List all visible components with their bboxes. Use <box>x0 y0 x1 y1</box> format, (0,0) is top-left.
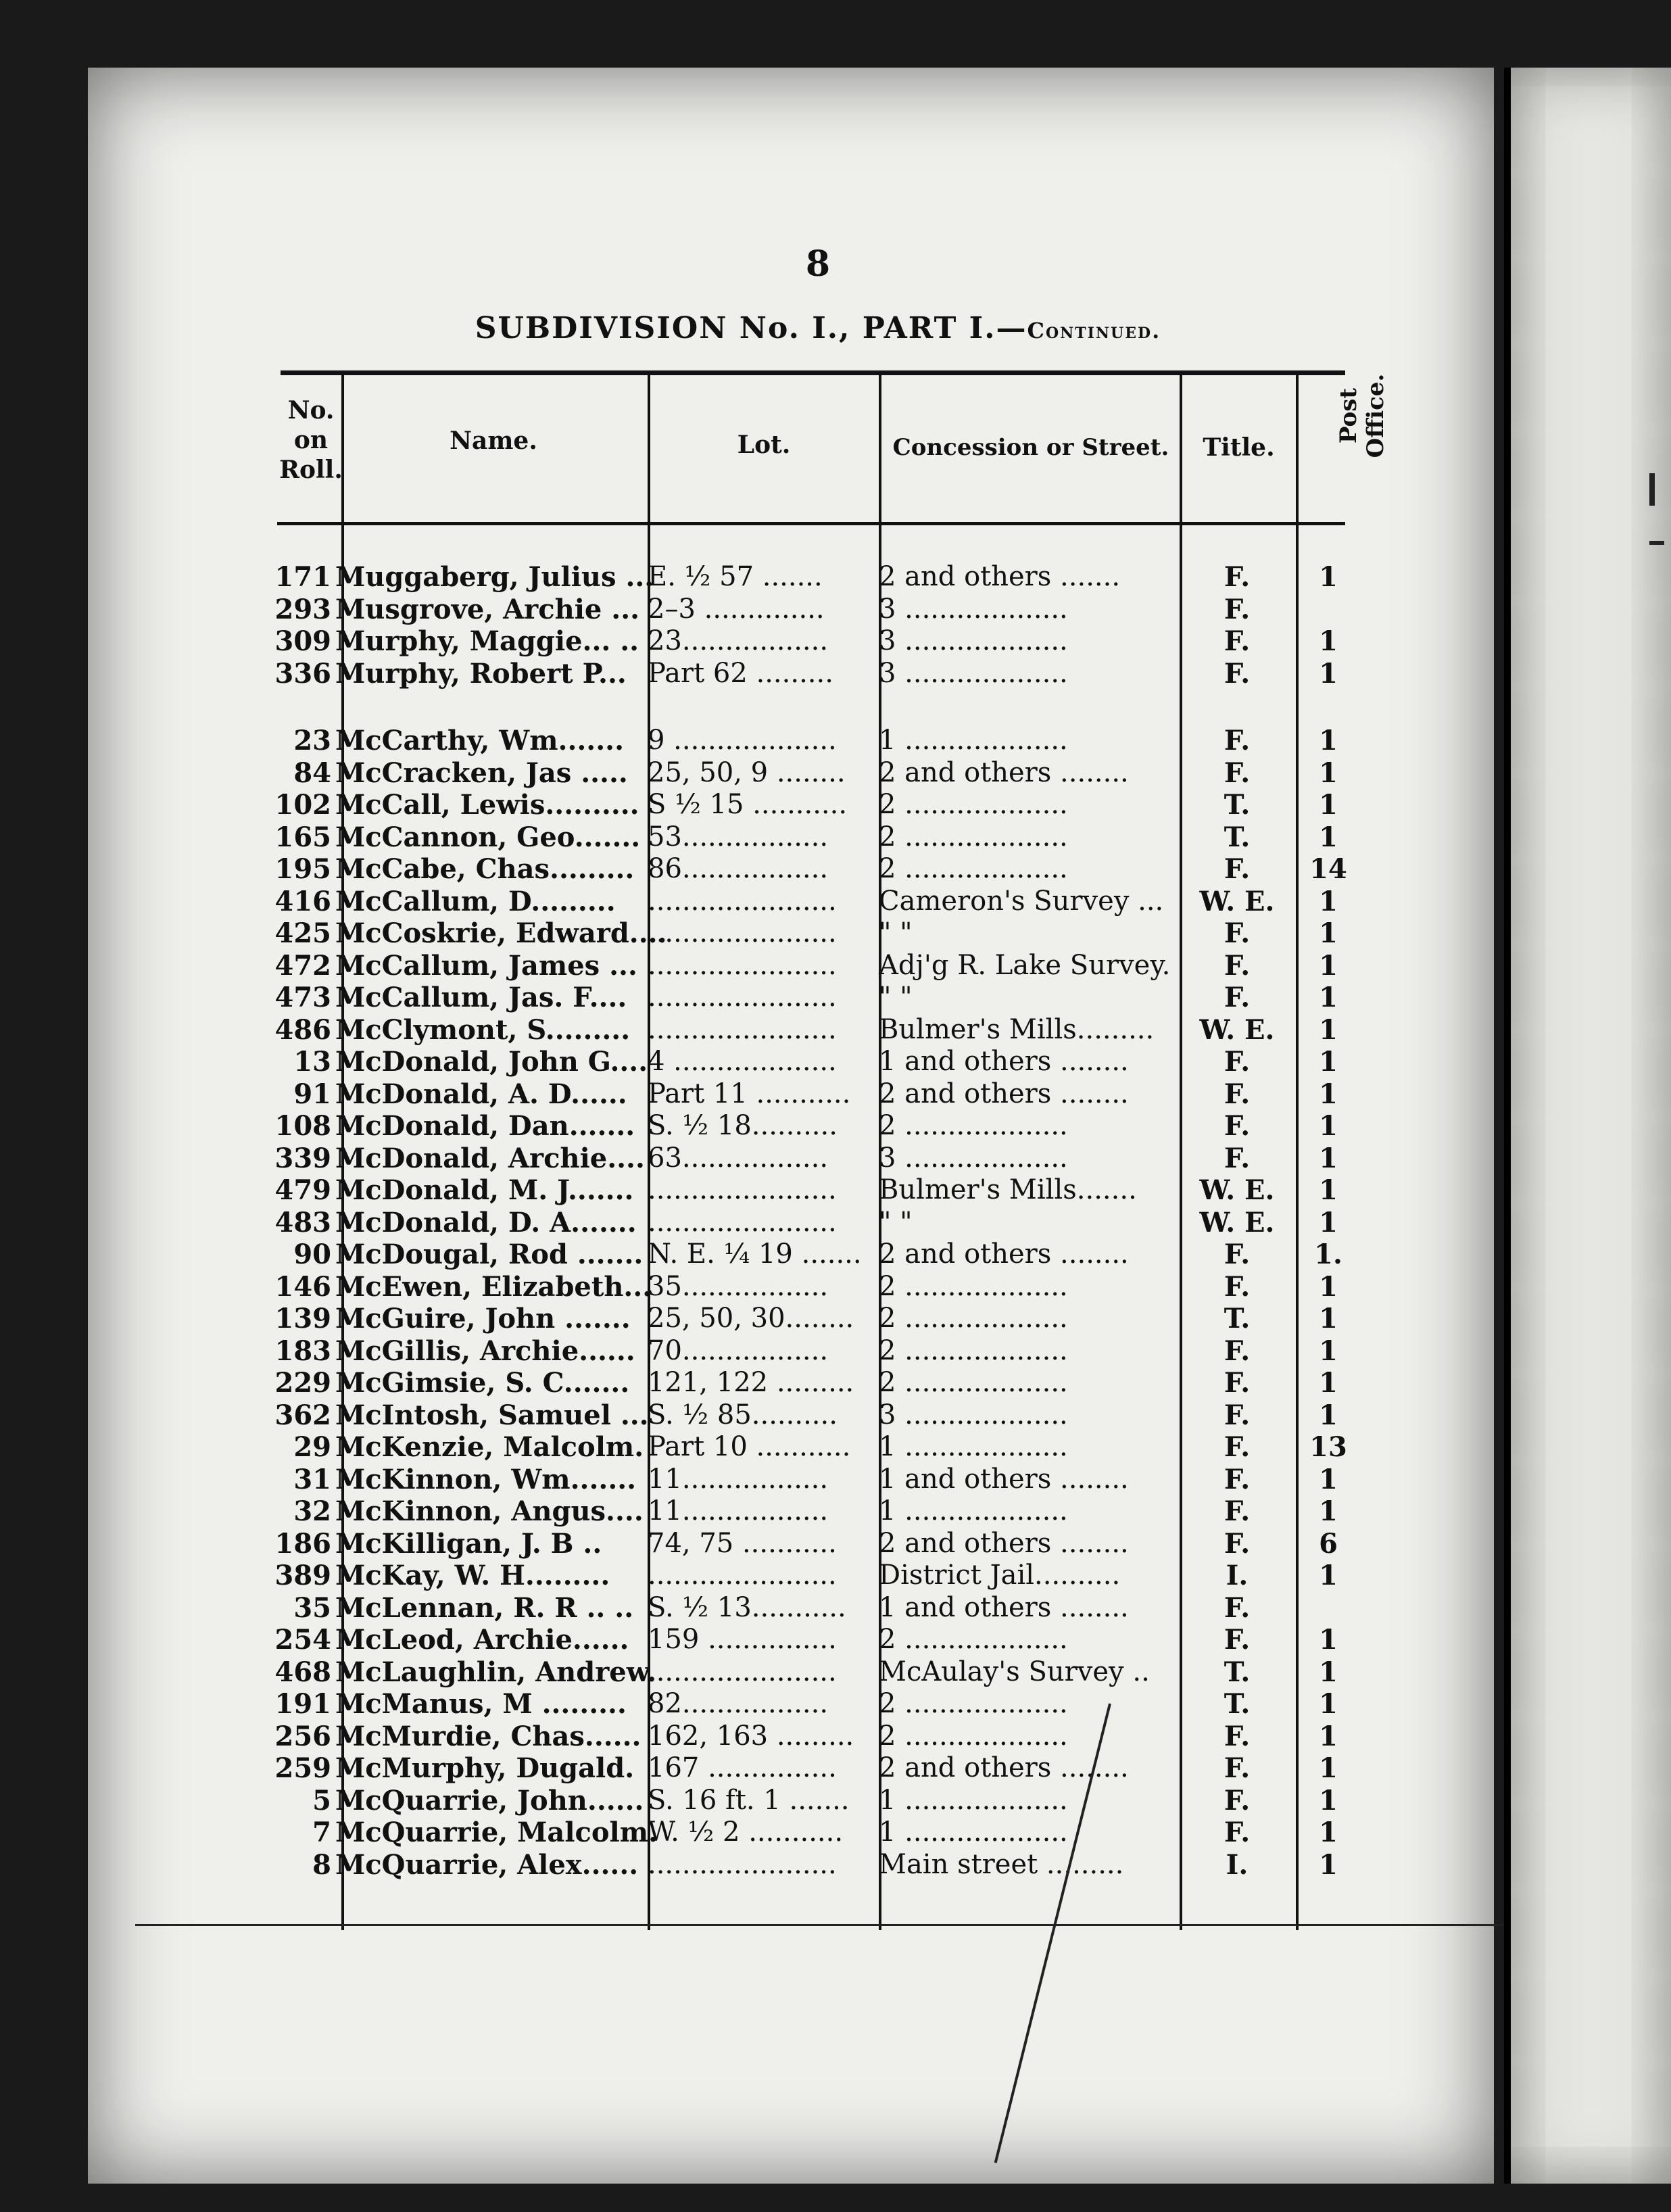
lot-cell: S. ½ 18.......... <box>648 1110 838 1141</box>
title-cell: W. E. <box>1199 1013 1275 1046</box>
post-office-cell: 1 <box>1319 885 1338 917</box>
roll-table <box>0 561 1664 1881</box>
title-cell: F. <box>1224 1527 1251 1560</box>
post-office-cell: 1 <box>1319 1752 1338 1784</box>
lot-cell: S ½ 15 ........... <box>648 789 848 820</box>
roll-number: 90 <box>293 1239 331 1270</box>
roll-number: 5 <box>312 1784 331 1817</box>
concession-cell: 1 ................... <box>879 1817 1068 1848</box>
roll-number: 29 <box>293 1431 331 1463</box>
table-row <box>0 1335 1664 1368</box>
concession-cell: 2 ................... <box>879 1303 1068 1334</box>
concession-cell: Bulmer's Mills....... <box>879 1174 1137 1205</box>
name-cell: McCarthy, Wm....... <box>335 725 625 756</box>
concession-cell: 3 ................... <box>879 1399 1068 1430</box>
roll-number: 191 <box>274 1688 331 1720</box>
title-cell: F. <box>1224 1142 1251 1174</box>
table-row <box>0 1110 1664 1143</box>
header-rule <box>277 522 1345 525</box>
roll-number: 425 <box>274 917 331 949</box>
concession-cell: 3 ................... <box>879 657 1068 689</box>
table-row <box>0 1174 1664 1207</box>
post-office-cell: 1 <box>1319 1817 1338 1848</box>
name-cell: McDonald, D. A....... <box>335 1206 637 1239</box>
concession-cell: 1 and others ........ <box>879 1591 1129 1623</box>
name-cell: McCallum, D......... <box>335 885 616 917</box>
roll-number: 473 <box>274 982 331 1013</box>
lot-cell: ...................... <box>648 1174 837 1205</box>
concession-cell: 2 ................... <box>879 1110 1068 1141</box>
concession-cell: Adj'g R. Lake Survey. <box>879 949 1171 981</box>
post-office-cell: 1 <box>1319 1367 1338 1399</box>
post-office-cell: 1 <box>1319 1688 1338 1720</box>
concession-cell: 2 ................... <box>879 1624 1068 1655</box>
roll-number: 23 <box>293 725 331 756</box>
table-row <box>0 886 1664 918</box>
post-office-cell: 1 <box>1319 625 1338 657</box>
lot-cell: 9 ................... <box>648 725 837 756</box>
post-office-cell: 14 <box>1309 853 1347 885</box>
post-office-cell: 1 <box>1319 1848 1338 1881</box>
roll-number: 468 <box>274 1656 331 1688</box>
roll-number: 336 <box>274 657 331 690</box>
name-cell: McCoskrie, Edward.... <box>335 917 667 949</box>
title-cell: F. <box>1224 1817 1251 1848</box>
roll-number: 108 <box>274 1110 331 1142</box>
table-row <box>0 1849 1664 1881</box>
table-row <box>0 725 1664 757</box>
title-cell: F. <box>1224 756 1251 789</box>
name-cell: McDonald, A. D...... <box>335 1078 627 1110</box>
post-office-cell: 6 <box>1319 1527 1338 1560</box>
lot-cell: 23................. <box>648 625 829 656</box>
page-title <box>419 311 1217 345</box>
concession-cell: 3 ................... <box>879 1142 1068 1174</box>
table-row <box>0 1528 1664 1560</box>
lot-cell: 162, 163 ......... <box>648 1720 854 1752</box>
concession-cell: 3 ................... <box>879 593 1068 625</box>
lot-cell: 86................. <box>648 853 829 884</box>
name-cell: McMurphy, Dugald. <box>335 1752 635 1784</box>
table-row <box>0 821 1664 854</box>
lot-cell: 74, 75 ........... <box>648 1527 837 1559</box>
roll-number: 472 <box>274 949 331 982</box>
concession-cell: McAulay's Survey .. <box>879 1656 1150 1687</box>
roll-number: 254 <box>274 1624 331 1656</box>
post-office-cell: 1 <box>1319 789 1338 821</box>
concession-cell: 2 and others ........ <box>879 1239 1129 1270</box>
table-row <box>0 950 1664 982</box>
table-row <box>0 789 1664 821</box>
lot-cell: S. 16 ft. 1 ....... <box>648 1784 850 1816</box>
table-row <box>0 1495 1664 1528</box>
lot-cell: S. ½ 85.......... <box>648 1399 838 1430</box>
name-cell: McCallum, James ... <box>335 949 637 982</box>
table-row <box>0 1399 1664 1432</box>
concession-cell: 2 ................... <box>879 1335 1068 1366</box>
group-spacer <box>0 690 1664 725</box>
lot-cell: S. ½ 13........... <box>648 1591 846 1623</box>
post-office-cell: 1 <box>1319 1046 1338 1078</box>
roll-number: 256 <box>274 1720 331 1752</box>
post-office-cell: 1 <box>1319 1463 1338 1495</box>
table-row <box>0 1752 1664 1785</box>
title-cell: F. <box>1224 853 1251 885</box>
lot-cell: 82................. <box>648 1688 829 1719</box>
post-office-cell: 1 <box>1319 1174 1338 1206</box>
table-row <box>0 1624 1664 1656</box>
title-cell: F. <box>1224 1078 1251 1110</box>
post-office-cell: 1 <box>1319 725 1338 756</box>
concession-cell: 2 and others ....... <box>879 561 1121 592</box>
name-cell: McCracken, Jas ..... <box>335 756 628 789</box>
name-cell: McQuarrie, Alex...... <box>335 1848 639 1881</box>
title-cell: F. <box>1224 917 1251 949</box>
title-cell: F. <box>1224 1239 1251 1270</box>
title-cell: T. <box>1224 789 1251 821</box>
title-cell: W. E. <box>1199 1206 1275 1239</box>
title-cell: I. <box>1226 1560 1249 1591</box>
post-office-cell: 1 <box>1319 1624 1338 1656</box>
lot-cell: ...................... <box>648 885 837 917</box>
concession-cell: " " <box>879 1206 913 1238</box>
title-cell: I. <box>1226 1848 1249 1881</box>
title-cell: F. <box>1224 1046 1251 1078</box>
post-office-cell: 1 <box>1319 1784 1338 1817</box>
post-office-cell: 1 <box>1319 657 1338 690</box>
name-cell: McKinnon, Wm....... <box>335 1463 637 1495</box>
header-name: Name. <box>450 427 537 455</box>
concession-cell: District Jail.......... <box>879 1560 1121 1591</box>
lot-cell: 11................. <box>648 1495 829 1526</box>
name-cell: McKinnon, Angus.... <box>335 1495 644 1527</box>
title-cell: F. <box>1224 982 1251 1013</box>
title-cell: F. <box>1224 561 1251 593</box>
title-cell: F. <box>1224 1591 1251 1624</box>
title-cell: F. <box>1224 1270 1251 1303</box>
post-office-cell: 1 <box>1319 1206 1338 1239</box>
lot-cell: ...................... <box>648 917 837 948</box>
roll-number: 8 <box>312 1848 331 1881</box>
post-office-cell: 1 <box>1319 1013 1338 1046</box>
post-office-cell: 1 <box>1319 1720 1338 1752</box>
roll-number: 139 <box>274 1303 331 1335</box>
table-row <box>0 917 1664 950</box>
name-cell: McClymont, S......... <box>335 1013 631 1046</box>
concession-cell: 2 ................... <box>879 1720 1068 1752</box>
concession-cell: 2 ................... <box>879 1688 1068 1719</box>
lot-cell: 35................. <box>648 1270 829 1302</box>
concession-cell: " " <box>879 917 913 948</box>
table-row <box>0 1207 1664 1239</box>
lot-cell: ...................... <box>648 1013 837 1045</box>
name-cell: McDonald, Archie.... <box>335 1142 645 1174</box>
name-cell: McKay, W. H......... <box>335 1560 610 1591</box>
post-office-cell: 1 <box>1319 982 1338 1013</box>
name-cell: McQuarrie, John...... <box>335 1784 644 1817</box>
post-office-cell: 1 <box>1319 821 1338 853</box>
lot-cell: N. E. ¼ 19 ....... <box>648 1239 862 1270</box>
name-cell: McCannon, Geo....... <box>335 821 641 853</box>
title-cell: F. <box>1224 593 1251 625</box>
table-row <box>0 757 1664 790</box>
concession-cell: 2 and others ........ <box>879 756 1129 788</box>
title-cell: T. <box>1224 1303 1251 1335</box>
title-cell: T. <box>1224 821 1251 853</box>
post-office-cell: 1 <box>1319 1270 1338 1303</box>
name-cell: McManus, M ......... <box>335 1688 627 1720</box>
name-cell: McGillis, Archie...... <box>335 1335 635 1367</box>
table-row <box>0 1303 1664 1335</box>
lot-cell: Part 11 ........... <box>648 1078 851 1109</box>
table-row <box>0 1046 1664 1078</box>
lot-cell: 121, 122 ......... <box>648 1367 854 1398</box>
name-cell: McDonald, John G.... <box>335 1046 648 1078</box>
title-cell: F. <box>1224 1784 1251 1817</box>
lot-cell: W. ½ 2 ........... <box>648 1817 844 1848</box>
name-cell: McGuire, John ....... <box>335 1303 631 1335</box>
name-cell: McKenzie, Malcolm. <box>335 1431 644 1463</box>
name-cell: McCabe, Chas......... <box>335 853 635 885</box>
table-row <box>0 1688 1664 1721</box>
title-cell: F. <box>1224 1752 1251 1784</box>
roll-number: 293 <box>274 593 331 625</box>
roll-number: 483 <box>274 1206 331 1239</box>
roll-number: 416 <box>274 885 331 917</box>
table-row <box>0 625 1664 658</box>
name-cell: McCall, Lewis.......... <box>335 789 639 821</box>
concession-cell: 2 ................... <box>879 853 1068 884</box>
adjacent-page-mark <box>1649 541 1664 545</box>
roll-number: 486 <box>274 1013 331 1046</box>
concession-cell: 2 ................... <box>879 821 1068 852</box>
table-row <box>0 1592 1664 1625</box>
lot-cell: ...................... <box>648 1848 837 1880</box>
post-office-cell: 1 <box>1319 756 1338 789</box>
roll-number: 195 <box>274 853 331 885</box>
lot-cell: 25, 50, 9 ........ <box>648 756 846 788</box>
title-cell: T. <box>1224 1656 1251 1688</box>
post-office-cell: 1 <box>1319 1656 1338 1688</box>
post-office-cell: 1. <box>1314 1239 1342 1270</box>
lot-cell: 2–3 .............. <box>648 593 825 625</box>
roll-number: 102 <box>274 789 331 821</box>
title-continued: Continued. <box>1027 318 1161 343</box>
name-cell: McDonald, Dan....... <box>335 1110 635 1142</box>
title-cell: F. <box>1224 1110 1251 1142</box>
lot-cell: ...................... <box>648 1656 837 1687</box>
roll-number: 479 <box>274 1174 331 1206</box>
title-cell: F. <box>1224 1367 1251 1399</box>
roll-number: 309 <box>274 625 331 657</box>
name-cell: Murphy, Maggie... .. <box>335 625 639 657</box>
name-cell: McDonald, M. J....... <box>335 1174 634 1206</box>
roll-number: 186 <box>274 1527 331 1560</box>
roll-number: 91 <box>293 1078 331 1110</box>
header-post-office: Post Office. <box>1335 373 1389 458</box>
post-office-cell: 1 <box>1319 1495 1338 1527</box>
name-cell: Muggaberg, Julius ... <box>335 561 654 593</box>
concession-cell: 2 ................... <box>879 1367 1068 1398</box>
post-office-cell: 1 <box>1319 1399 1338 1431</box>
concession-cell: 3 ................... <box>879 625 1068 656</box>
lot-cell: E. ½ 57 ....... <box>648 561 823 592</box>
concession-cell: " " <box>879 982 913 1013</box>
concession-cell: 2 and others ........ <box>879 1527 1129 1559</box>
title-cell: F. <box>1224 949 1251 982</box>
name-cell: McMurdie, Chas...... <box>335 1720 641 1752</box>
name-cell: McKilligan, J. B .. <box>335 1527 602 1560</box>
table-row <box>0 1271 1664 1303</box>
title-cell: F. <box>1224 1335 1251 1367</box>
name-cell: McQuarrie, Malcolm. <box>335 1817 658 1848</box>
post-office-cell: 1 <box>1319 1078 1338 1110</box>
name-cell: Musgrove, Archie ... <box>335 593 640 625</box>
title-cell: F. <box>1224 657 1251 690</box>
title-cell: F. <box>1224 1495 1251 1527</box>
concession-cell: 1 ................... <box>879 1784 1068 1816</box>
post-office-cell: 1 <box>1319 949 1338 982</box>
name-cell: McCallum, Jas. F.... <box>335 982 627 1013</box>
roll-number: 171 <box>274 561 331 593</box>
table-row <box>0 658 1664 690</box>
table-row <box>0 1014 1664 1047</box>
lot-cell: 63................. <box>648 1142 829 1174</box>
concession-cell: 2 and others ........ <box>879 1078 1129 1109</box>
title-cell: F. <box>1224 1399 1251 1431</box>
roll-number: 229 <box>274 1367 331 1399</box>
lot-cell: Part 10 ........... <box>648 1431 851 1462</box>
roll-number: 31 <box>293 1463 331 1495</box>
title-cell: W. E. <box>1199 885 1275 917</box>
table-row <box>0 1464 1664 1496</box>
roll-number: 13 <box>293 1046 331 1078</box>
concession-cell: 2 and others ........ <box>879 1752 1129 1783</box>
page-number: 8 <box>805 243 831 285</box>
concession-cell: Bulmer's Mills......... <box>879 1013 1155 1045</box>
post-office-cell: 1 <box>1319 561 1338 593</box>
name-cell: McIntosh, Samuel ... <box>335 1399 649 1431</box>
lot-cell: ...................... <box>648 1560 837 1591</box>
roll-number: 84 <box>293 756 331 789</box>
roll-number: 165 <box>274 821 331 853</box>
concession-cell: Main street ......... <box>879 1848 1124 1880</box>
table-row <box>0 1785 1664 1817</box>
table-row <box>0 1656 1664 1689</box>
table-row <box>0 561 1664 594</box>
post-office-cell: 1 <box>1319 1142 1338 1174</box>
adjacent-page-mark <box>1649 473 1655 506</box>
table-row <box>0 1560 1664 1592</box>
table-row <box>0 1721 1664 1753</box>
roll-number: 389 <box>274 1560 331 1591</box>
post-office-cell: 1 <box>1319 917 1338 949</box>
lot-cell: 159 ............... <box>648 1624 837 1655</box>
lot-cell: 167 ............... <box>648 1752 837 1783</box>
name-cell: McLaughlin, Andrew. <box>335 1656 657 1688</box>
title-cell: F. <box>1224 1624 1251 1656</box>
post-office-cell: 13 <box>1309 1431 1347 1463</box>
title-cell: F. <box>1224 1431 1251 1463</box>
roll-number: 183 <box>274 1335 331 1367</box>
name-cell: McGimsie, S. C....... <box>335 1367 630 1399</box>
title-cell: F. <box>1224 1463 1251 1495</box>
table-row <box>0 594 1664 626</box>
lot-cell: 11................. <box>648 1463 829 1495</box>
concession-cell: 1 ................... <box>879 1495 1068 1526</box>
name-cell: McDougal, Rod ....... <box>335 1239 644 1270</box>
title-cell: F. <box>1224 725 1251 756</box>
bottom-rule <box>135 1924 1504 1926</box>
title-cell: T. <box>1224 1688 1251 1720</box>
roll-number: 146 <box>274 1270 331 1303</box>
lot-cell: ...................... <box>648 982 837 1013</box>
post-office-cell: 1 <box>1319 1335 1338 1367</box>
table-row <box>0 853 1664 886</box>
title-cell: F. <box>1224 1720 1251 1752</box>
table-row <box>0 982 1664 1014</box>
roll-number: 32 <box>293 1495 331 1527</box>
concession-cell: 2 ................... <box>879 1270 1068 1302</box>
table-row <box>0 1431 1664 1464</box>
header-title: Title. <box>1203 433 1275 462</box>
concession-cell: 2 ................... <box>879 789 1068 820</box>
title-cell: W. E. <box>1199 1174 1275 1206</box>
name-cell: McEwen, Elizabeth... <box>335 1270 652 1303</box>
table-row <box>0 1367 1664 1399</box>
header-lot: Lot. <box>737 431 791 459</box>
lot-cell: ...................... <box>648 949 837 981</box>
table-top-rule <box>281 370 1345 375</box>
title-main: SUBDIVISION No. I., PART I.— <box>475 311 1027 345</box>
concession-cell: Cameron's Survey ... <box>879 885 1164 917</box>
roll-number: 35 <box>293 1591 331 1624</box>
roll-number: 362 <box>274 1399 331 1431</box>
name-cell: McLennan, R. R .. .. <box>335 1591 634 1624</box>
lot-cell: 53................. <box>648 821 829 852</box>
roll-number: 259 <box>274 1752 331 1784</box>
title-cell: F. <box>1224 625 1251 657</box>
concession-cell: 1 ................... <box>879 725 1068 756</box>
post-office-cell: 1 <box>1319 1560 1338 1591</box>
concession-cell: 1 ................... <box>879 1431 1068 1462</box>
roll-number: 7 <box>312 1817 331 1848</box>
lot-cell: ...................... <box>648 1206 837 1238</box>
header-concession: Concession or Street. <box>892 434 1169 461</box>
table-row <box>0 1817 1664 1849</box>
table-row <box>0 1078 1664 1111</box>
name-cell: Murphy, Robert P... <box>335 657 627 690</box>
lot-cell: 4 ................... <box>648 1046 837 1077</box>
header-no-on-roll: No. on Roll. <box>279 396 343 484</box>
post-office-cell: 1 <box>1319 1303 1338 1335</box>
concession-cell: 1 and others ........ <box>879 1046 1129 1077</box>
lot-cell: 25, 50, 30........ <box>648 1303 854 1334</box>
name-cell: McLeod, Archie...... <box>335 1624 629 1656</box>
post-office-cell: 1 <box>1319 1110 1338 1142</box>
lot-cell: 70................. <box>648 1335 829 1366</box>
roll-number: 339 <box>274 1142 331 1174</box>
concession-cell: 1 and others ........ <box>879 1463 1129 1495</box>
table-row <box>0 1143 1664 1175</box>
table-row <box>0 1239 1664 1271</box>
lot-cell: Part 62 ......... <box>648 657 833 689</box>
